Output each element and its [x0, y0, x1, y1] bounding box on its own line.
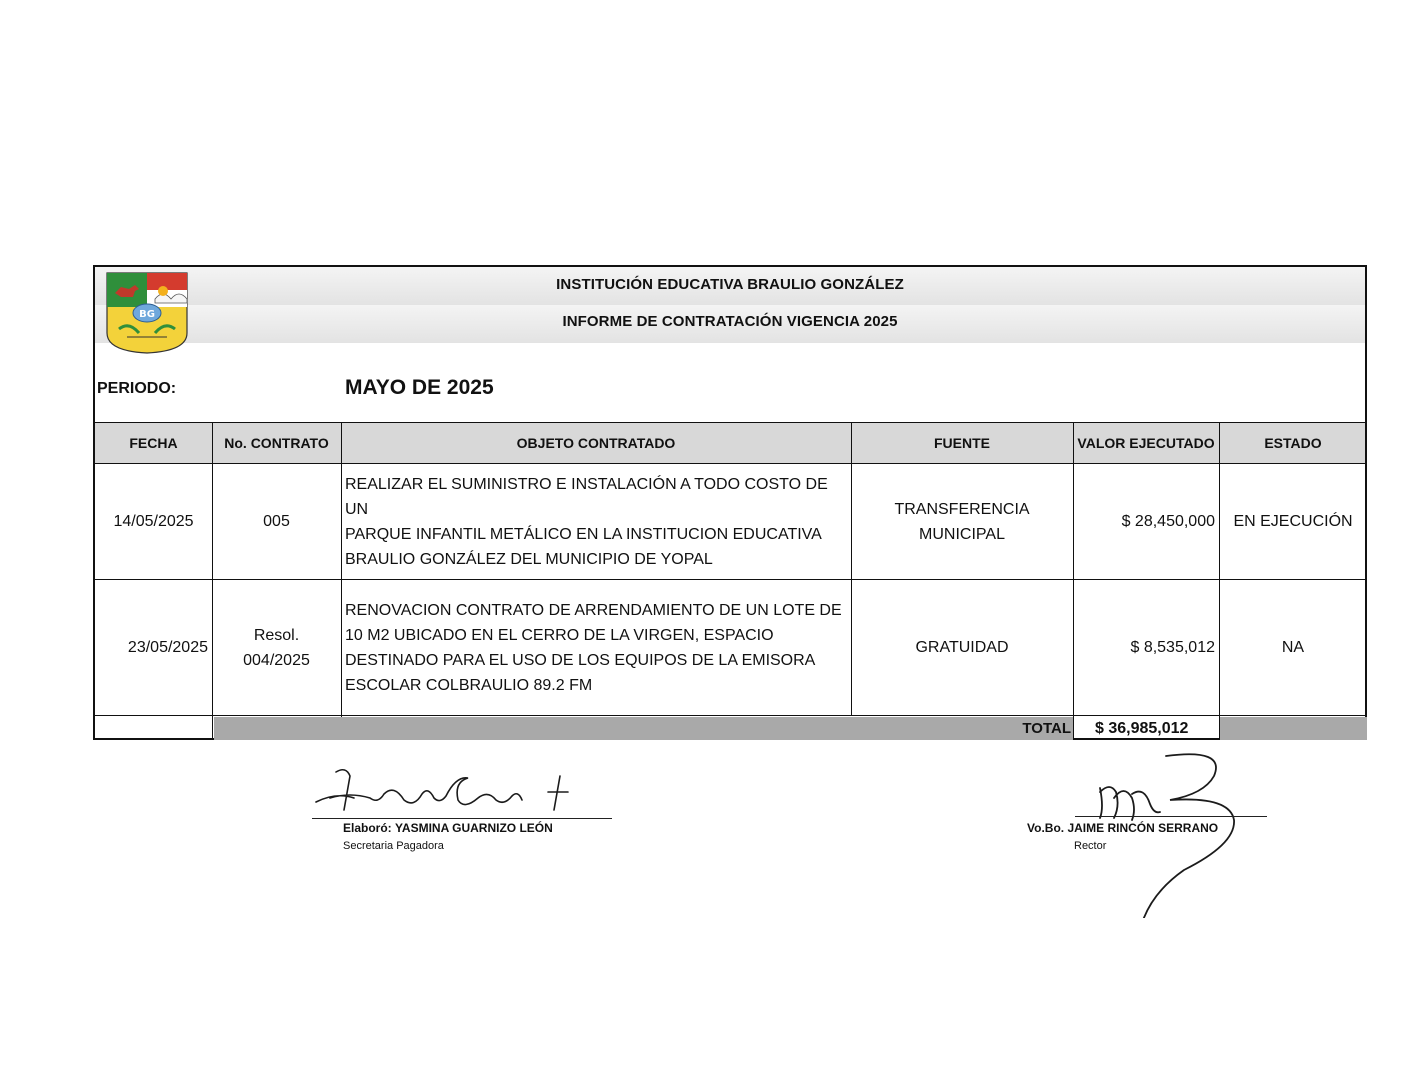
objeto-line: DESTINADO PARA EL USO DE LOS EQUIPOS DE LA EMISORA [345, 651, 816, 669]
table-row-2-estado: NA [1281, 639, 1305, 656]
objeto-line: BRAULIO GONZÁLEZ DEL MUNICIPIO DE YOPAL [345, 550, 713, 568]
rule-under-period [95, 422, 1365, 423]
table-row-2-fuente: GRATUIDAD [915, 639, 1009, 656]
total-row-band [214, 717, 1073, 740]
fuente-line: TRANSFERENCIA [894, 500, 1030, 518]
table-row-2-objeto [341, 580, 851, 715]
objeto-line: PARQUE INFANTIL METÁLICO EN LA INSTITUCION EDUCATIVA [345, 525, 822, 543]
signature-title-right: Rector [1074, 840, 1107, 852]
signature-name-left: YASMINA GUARNIZO LEÓN [395, 821, 553, 835]
rule-above-total [95, 715, 1365, 716]
column-header-fecha: FECHA [129, 435, 178, 451]
table-row-2-fecha: 23/05/2025 [127, 639, 208, 656]
table-row-1-valor: $ 28,450,000 [1121, 513, 1215, 530]
objeto-line: REALIZAR EL SUMINISTRO E INSTALACIÓN A TODO COSTO DE UN [345, 475, 828, 518]
period-label: PERIODO: [97, 380, 177, 397]
signature-line-left [312, 818, 612, 819]
crest-letters: BG [139, 309, 155, 320]
column-header-contrato: No. CONTRATO [224, 435, 329, 451]
table-row-1-estado: EN EJECUCIÓN [1233, 513, 1353, 530]
institution-title: INSTITUCIÓN EDUCATIVA BRAULIO GONZÁLEZ [556, 276, 904, 293]
signature-block-right [1027, 821, 1218, 852]
column-header-valor: VALOR EJECUTADO [1077, 435, 1215, 451]
column-header-estado: ESTADO [1264, 435, 1322, 451]
period-value: MAYO DE 2025 [345, 376, 494, 399]
table-row-1-fuente [851, 464, 1073, 579]
signature-yasmina [312, 762, 612, 822]
signature-name-right: JAIME RINCÓN SERRANO [1067, 821, 1219, 835]
table-row-1-contrato: 005 [263, 513, 290, 530]
signature-title-left: Secretaria Pagadora [343, 840, 444, 852]
signature-block-left [343, 821, 553, 852]
total-value: $ 36,985,012 [1095, 720, 1189, 737]
contrato-line: 004/2025 [243, 651, 310, 669]
signature-role-left: Elaboró: [343, 821, 392, 835]
report-title: INFORME DE CONTRATACIÓN VIGENCIA 2025 [562, 313, 898, 330]
total-label: TOTAL [1022, 720, 1071, 737]
signature-role-right: Vo.Bo. [1027, 821, 1065, 835]
objeto-line: ESCOLAR COLBRAULIO 89.2 FM [345, 676, 593, 694]
contract-report-table [93, 265, 1367, 740]
fuente-line: MUNICIPAL [919, 525, 1005, 543]
table-row-1-fecha: 14/05/2025 [113, 513, 194, 530]
table-row-2-valor: $ 8,535,012 [1130, 639, 1215, 656]
table-row-2-contrato [212, 580, 341, 715]
total-row-band-end [1220, 717, 1367, 740]
table-row-1-objeto [341, 464, 851, 579]
column-header-objeto: OBJETO CONTRATADO [516, 435, 676, 451]
contrato-line: Resol. [253, 626, 300, 644]
objeto-line: RENOVACION CONTRATO DE ARRENDAMIENTO DE UN LOTE DE [345, 601, 842, 619]
institution-crest-logo [105, 271, 189, 355]
column-header-fuente: FUENTE [934, 435, 990, 451]
signature-line-right [1075, 816, 1267, 817]
objeto-line: 10 M2 UBICADO EN EL CERRO DE LA VIRGEN, ESPACIO [345, 626, 774, 644]
